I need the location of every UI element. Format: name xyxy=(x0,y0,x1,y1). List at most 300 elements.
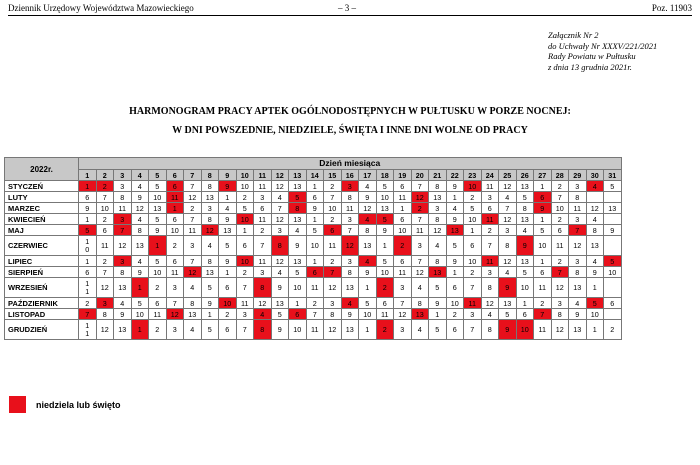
day-cell: 2 xyxy=(306,298,324,309)
day-cell: 6 xyxy=(306,192,324,203)
month-name: GRUDZIEŃ xyxy=(5,320,79,340)
day-cell: 12 xyxy=(96,278,114,298)
holiday-cell: 12 xyxy=(184,267,202,278)
day-cell: 9 xyxy=(219,214,237,225)
day-cell: 2 xyxy=(551,214,569,225)
holiday-cell: 6 xyxy=(324,225,342,236)
day-cell: 11 xyxy=(376,309,394,320)
day-cell: 1 xyxy=(394,203,412,214)
holiday-cell: 3 xyxy=(114,214,132,225)
holiday-cell: 12 xyxy=(166,309,184,320)
day-cell: 11 xyxy=(114,203,132,214)
day-cell: 6 xyxy=(394,214,412,225)
document-subtitle: W DNI POWSZEDNIE, NIEDZIELE, ŚWIĘTA I INNE DNI WOLNE OD PRACY xyxy=(172,125,528,136)
day-cell: 9 xyxy=(586,267,604,278)
day-number: 26 xyxy=(516,170,534,181)
day-cell: 1 xyxy=(446,192,464,203)
day-cell: 6 xyxy=(236,236,254,256)
holiday-cell: 4 xyxy=(586,181,604,192)
holiday-cell: 10 xyxy=(236,214,254,225)
day-cell: 5 xyxy=(271,309,289,320)
holiday-cell: 1 xyxy=(131,320,149,340)
day-number: 8 xyxy=(201,170,219,181)
day-cell: 3 xyxy=(166,320,184,340)
day-cell: 10 xyxy=(551,203,569,214)
day-number: 17 xyxy=(359,170,377,181)
holiday-cell: 11 xyxy=(464,298,482,309)
attachment-line: Załącznik Nr 2 xyxy=(548,30,599,40)
day-cell: 8 xyxy=(131,225,149,236)
day-cell: 4 xyxy=(131,256,149,267)
day-cell: 6 xyxy=(254,203,272,214)
day-cell: 7 xyxy=(341,225,359,236)
day-cell: 5 xyxy=(429,278,447,298)
day-cell: 8 xyxy=(411,298,429,309)
page-header xyxy=(8,3,692,15)
day-cell: 11 xyxy=(306,278,324,298)
day-cell: 4 xyxy=(411,278,429,298)
day-cell: 7 xyxy=(324,192,342,203)
day-cell: 4 xyxy=(184,278,202,298)
day-cell: 13 xyxy=(201,267,219,278)
day-cell: 10 xyxy=(394,225,412,236)
holiday-cell: 9 xyxy=(499,278,517,298)
day-cell: 8 xyxy=(429,214,447,225)
attachment-line: Rady Powiatu w Pułtusku xyxy=(548,51,636,61)
day-cell: 3 xyxy=(464,309,482,320)
holiday-cell: 13 xyxy=(429,267,447,278)
holiday-cell: 6 xyxy=(306,267,324,278)
day-cell: 12 xyxy=(586,203,604,214)
day-cell: 12 xyxy=(499,214,517,225)
day-cell: 12 xyxy=(184,192,202,203)
day-cell: 5 xyxy=(516,192,534,203)
day-cell: 3 xyxy=(236,309,254,320)
holiday-cell: 9 xyxy=(499,320,517,340)
day-cell: 6 xyxy=(446,278,464,298)
day-cell: 1 xyxy=(219,267,237,278)
month-name: STYCZEŃ xyxy=(5,181,79,192)
day-cell: 12 xyxy=(324,320,342,340)
day-cell: 3 xyxy=(271,225,289,236)
day-cell: 9 xyxy=(79,203,97,214)
holiday-cell: 3 xyxy=(114,256,132,267)
day-cell: 9 xyxy=(271,278,289,298)
day-cell: 8 xyxy=(551,309,569,320)
day-cell: 7 xyxy=(499,203,517,214)
holiday-cell: 2 xyxy=(96,181,114,192)
day-cell: 8 xyxy=(481,278,499,298)
day-cell: 8 xyxy=(114,267,132,278)
day-cell: 4 xyxy=(446,203,464,214)
day-cell: 10 xyxy=(306,236,324,256)
day-cell: 7 xyxy=(464,278,482,298)
day-cell: 3 xyxy=(324,298,342,309)
day-cell: 4 xyxy=(131,181,149,192)
legend-swatch xyxy=(9,396,26,413)
day-cell: 8 xyxy=(201,181,219,192)
day-cell: 8 xyxy=(569,192,587,203)
day-cell: 3 xyxy=(481,192,499,203)
day-cell: 7 xyxy=(411,214,429,225)
holiday-cell: 10 xyxy=(219,298,237,309)
day-cell: 3 xyxy=(569,256,587,267)
day-cell: 4 xyxy=(131,214,149,225)
day-number: 5 xyxy=(149,170,167,181)
holiday-cell: 5 xyxy=(586,298,604,309)
day-cell: 2 xyxy=(166,236,184,256)
day-cell: 6 xyxy=(516,309,534,320)
day-cell: 11 xyxy=(149,309,167,320)
day-cell: 1 1 xyxy=(79,320,97,340)
day-number: 3 xyxy=(114,170,132,181)
day-cell: 12 xyxy=(429,225,447,236)
day-cell: 8 xyxy=(114,192,132,203)
day-cell: 13 xyxy=(499,298,517,309)
holiday-cell: 13 xyxy=(446,225,464,236)
day-cell: 3 xyxy=(411,236,429,256)
day-cell: 11 xyxy=(184,225,202,236)
day-cell: 5 xyxy=(201,320,219,340)
day-cell: 11 xyxy=(306,320,324,340)
day-cell: 13 xyxy=(289,256,307,267)
day-cell: 13 xyxy=(516,214,534,225)
day-cell: 2 xyxy=(604,320,622,340)
day-cell: 13 xyxy=(604,203,622,214)
day-cell: 13 xyxy=(114,278,132,298)
day-cell: 7 xyxy=(184,214,202,225)
day-cell: 5 xyxy=(219,236,237,256)
day-cell: 3 xyxy=(201,203,219,214)
day-cell: 13 xyxy=(586,236,604,256)
attachment-line: z dnia 13 grudnia 2021r. xyxy=(548,61,632,72)
holiday-cell: 3 xyxy=(341,181,359,192)
day-cell: 1 xyxy=(464,225,482,236)
day-cell: 5 xyxy=(604,181,622,192)
holiday-cell: 4 xyxy=(341,298,359,309)
month-name: CZERWIEC xyxy=(5,236,79,256)
day-cell: 12 xyxy=(499,256,517,267)
holiday-cell: 12 xyxy=(411,192,429,203)
day-cell: 12 xyxy=(481,298,499,309)
day-cell: 5 xyxy=(446,236,464,256)
holiday-cell: 2 xyxy=(411,203,429,214)
day-cell: 12 xyxy=(499,181,517,192)
holiday-cell: 6 xyxy=(534,192,552,203)
day-cell: 12 xyxy=(324,278,342,298)
day-cell: 7 xyxy=(184,181,202,192)
day-cell: 13 xyxy=(149,203,167,214)
day-cell: 7 xyxy=(481,236,499,256)
holiday-cell: 12 xyxy=(341,236,359,256)
day-cell xyxy=(604,309,622,320)
day-cell: 9 xyxy=(271,320,289,340)
day-cell: 8 xyxy=(481,320,499,340)
month-name: PAŹDZIERNIK xyxy=(5,298,79,309)
day-cell: 3 xyxy=(481,267,499,278)
holiday-cell: 10 xyxy=(516,320,534,340)
day-cell: 10 xyxy=(289,320,307,340)
month-name: LUTY xyxy=(5,192,79,203)
holiday-cell: 5 xyxy=(604,256,622,267)
month-row xyxy=(5,236,622,256)
day-cell: 6 xyxy=(219,278,237,298)
day-number: 11 xyxy=(254,170,272,181)
day-cell: 11 xyxy=(534,278,552,298)
day-cell: 5 xyxy=(149,214,167,225)
day-cell: 1 xyxy=(446,267,464,278)
day-number: 24 xyxy=(481,170,499,181)
day-cell: 4 xyxy=(271,192,289,203)
month-row xyxy=(5,298,622,309)
month-row xyxy=(5,225,622,236)
day-cell: 3 xyxy=(499,225,517,236)
day-cell: 11 xyxy=(481,181,499,192)
day-cell: 8 xyxy=(586,225,604,236)
day-cell: 2 xyxy=(219,309,237,320)
month-row xyxy=(5,181,622,192)
day-cell: 8 xyxy=(184,298,202,309)
day-cell: 7 xyxy=(411,256,429,267)
day-cell: 5 xyxy=(201,278,219,298)
day-cell: 3 xyxy=(184,236,202,256)
holiday-cell: 2 xyxy=(394,236,412,256)
day-number: 1 xyxy=(79,170,97,181)
day-cell: 5 xyxy=(306,225,324,236)
day-cell: 1 xyxy=(306,181,324,192)
holiday-cell: 8 xyxy=(254,278,272,298)
holiday-cell: 7 xyxy=(324,267,342,278)
day-cell: 6 xyxy=(446,320,464,340)
month-name: MAJ xyxy=(5,225,79,236)
day-number: 7 xyxy=(184,170,202,181)
day-cell: 7 xyxy=(254,236,272,256)
day-number: 22 xyxy=(446,170,464,181)
month-row xyxy=(5,320,622,340)
day-cell: 7 xyxy=(551,192,569,203)
day-cell: 9 xyxy=(201,298,219,309)
day-cell: 10 xyxy=(446,298,464,309)
day-cell: 12 xyxy=(394,309,412,320)
day-cell: 8 xyxy=(341,192,359,203)
day-number: 31 xyxy=(604,170,622,181)
day-cell: 8 xyxy=(429,256,447,267)
holiday-cell: 6 xyxy=(166,181,184,192)
day-cell: 7 xyxy=(394,298,412,309)
day-number: 23 xyxy=(464,170,482,181)
day-cell: 13 xyxy=(516,181,534,192)
month-row xyxy=(5,214,622,225)
day-cell: 2 xyxy=(446,309,464,320)
holiday-cell: 7 xyxy=(79,309,97,320)
day-cell: 5 xyxy=(464,203,482,214)
day-cell: 2 xyxy=(149,278,167,298)
day-cell: 7 xyxy=(96,267,114,278)
day-cell: 12 xyxy=(131,203,149,214)
day-cell: 10 xyxy=(376,267,394,278)
day-cell: 11 xyxy=(254,214,272,225)
day-cell: 12 xyxy=(254,298,272,309)
day-cell: 7 xyxy=(271,203,289,214)
day-cell: 2 xyxy=(254,225,272,236)
day-cell: 8 xyxy=(341,267,359,278)
day-cell: 1 xyxy=(586,320,604,340)
day-cell: 10 xyxy=(96,203,114,214)
day-cell: 9 xyxy=(149,225,167,236)
day-cell: 6 xyxy=(219,320,237,340)
day-cell: 12 xyxy=(569,236,587,256)
day-cell: 5 xyxy=(149,256,167,267)
day-cell: 12 xyxy=(271,256,289,267)
day-cell xyxy=(604,214,622,225)
day-cell: 10 xyxy=(149,192,167,203)
holiday-cell: 6 xyxy=(289,309,307,320)
day-cell: 7 xyxy=(306,309,324,320)
day-number: 18 xyxy=(376,170,394,181)
day-cell: 13 xyxy=(341,278,359,298)
day-cell: 3 xyxy=(166,278,184,298)
day-cell: 8 xyxy=(359,225,377,236)
holiday-cell: 1 xyxy=(166,203,184,214)
day-cell: 2 xyxy=(464,192,482,203)
day-cell: 1 1 xyxy=(79,278,97,298)
day-cell: 1 xyxy=(306,256,324,267)
day-cell: 10 xyxy=(464,256,482,267)
journal-name: Dziennik Urzędowy Województwa Mazowieckiego xyxy=(8,3,194,13)
day-cell: 3 xyxy=(114,181,132,192)
day-cell: 9 xyxy=(376,225,394,236)
day-cell: 2 xyxy=(324,214,342,225)
day-cell: 4 xyxy=(271,267,289,278)
day-cell: 3 xyxy=(394,320,412,340)
day-cell: 10 xyxy=(289,278,307,298)
day-cell: 6 xyxy=(79,267,97,278)
day-cell: 8 xyxy=(201,256,219,267)
day-cell: 1 xyxy=(79,256,97,267)
day-cell: 13 xyxy=(289,214,307,225)
holiday-cell: 7 xyxy=(114,225,132,236)
holiday-cell: 4 xyxy=(359,214,377,225)
holiday-cell: 1 xyxy=(149,236,167,256)
holiday-cell: 8 xyxy=(289,203,307,214)
day-cell: 6 xyxy=(551,225,569,236)
day-cell: 7 xyxy=(411,181,429,192)
day-cell: 11 xyxy=(254,256,272,267)
day-cell: 13 xyxy=(359,236,377,256)
holiday-cell: 7 xyxy=(534,309,552,320)
day-number-row xyxy=(5,170,622,181)
day-cell: 11 xyxy=(534,320,552,340)
day-cell: 13 xyxy=(219,225,237,236)
holiday-cell: 13 xyxy=(411,309,429,320)
day-cell: 5 xyxy=(516,267,534,278)
day-cell: 11 xyxy=(96,236,114,256)
day-cell: 1 xyxy=(586,278,604,298)
day-cell: 12 xyxy=(271,214,289,225)
holiday-cell: 1 xyxy=(131,278,149,298)
day-cell: 5 xyxy=(376,181,394,192)
day-cell: 2 xyxy=(149,320,167,340)
attachment-line: do Uchwały Nr XXXV/221/2021 xyxy=(548,40,658,51)
day-cell: 7 xyxy=(96,192,114,203)
day-number: 14 xyxy=(306,170,324,181)
month-name: LIPIEC xyxy=(5,256,79,267)
day-cell: 1 xyxy=(534,214,552,225)
holiday-cell: 4 xyxy=(359,256,377,267)
day-cell: 6 xyxy=(534,267,552,278)
day-cell: 11 xyxy=(254,181,272,192)
holiday-cell: 9 xyxy=(516,236,534,256)
month-name: MARZEC xyxy=(5,203,79,214)
day-cell: 2 xyxy=(551,256,569,267)
day-cell: 5 xyxy=(289,267,307,278)
month-row xyxy=(5,278,622,298)
day-cell: 9 xyxy=(429,298,447,309)
day-cell: 6 xyxy=(604,298,622,309)
holiday-cell: 10 xyxy=(464,181,482,192)
holiday-cell: 11 xyxy=(481,214,499,225)
day-cell: 5 xyxy=(149,181,167,192)
day-cell: 4 xyxy=(114,298,132,309)
day-cell: 11 xyxy=(411,225,429,236)
day-cell: 1 xyxy=(516,298,534,309)
day-cell: 1 xyxy=(79,214,97,225)
month-row xyxy=(5,256,622,267)
day-cell: 6 xyxy=(166,256,184,267)
day-cell: 13 xyxy=(569,320,587,340)
day-cell: 2 xyxy=(236,267,254,278)
day-cell: 11 xyxy=(166,267,184,278)
day-cell: 12 xyxy=(96,320,114,340)
legend-label: niedziela lub święto xyxy=(36,400,121,410)
day-cell: 10 xyxy=(604,267,622,278)
document-title: HARMONOGRAM PRACY APTEK OGÓLNODOSTĘPNYCH W PUŁTUSKU W PORZE NOCNEJ: xyxy=(129,106,571,117)
day-cell: 8 xyxy=(516,203,534,214)
holiday-cell: 5 xyxy=(79,225,97,236)
day-cell: 9 xyxy=(446,256,464,267)
day-cell: 10 xyxy=(324,203,342,214)
day-cell: 7 xyxy=(166,298,184,309)
day-cell xyxy=(604,278,622,298)
day-cell: 1 xyxy=(201,309,219,320)
day-cell: 4 xyxy=(481,309,499,320)
day-cell: 2 xyxy=(534,298,552,309)
day-cell: 6 xyxy=(481,203,499,214)
day-cell: 13 xyxy=(516,256,534,267)
day-cell: 10 xyxy=(149,267,167,278)
holiday-cell: 7 xyxy=(551,267,569,278)
day-cell: 4 xyxy=(289,225,307,236)
day-cell: 2 xyxy=(481,225,499,236)
day-cell: 4 xyxy=(219,203,237,214)
day-number: 2 xyxy=(96,170,114,181)
position-number: Poz. 11903 xyxy=(651,3,692,13)
day-cell: 8 xyxy=(201,214,219,225)
day-cell: 2 xyxy=(96,214,114,225)
day-cell: 4 xyxy=(586,256,604,267)
day-cell: 2 xyxy=(236,192,254,203)
day-cell: 9 xyxy=(446,214,464,225)
day-cell: 4 xyxy=(411,320,429,340)
day-cell: 3 xyxy=(551,298,569,309)
month-row xyxy=(5,203,622,214)
day-cell: 9 xyxy=(131,192,149,203)
day-cell: 13 xyxy=(289,181,307,192)
day-cell: 6 xyxy=(166,214,184,225)
day-cell: 12 xyxy=(114,236,132,256)
attachment-note xyxy=(548,30,657,72)
day-cell: 6 xyxy=(96,225,114,236)
